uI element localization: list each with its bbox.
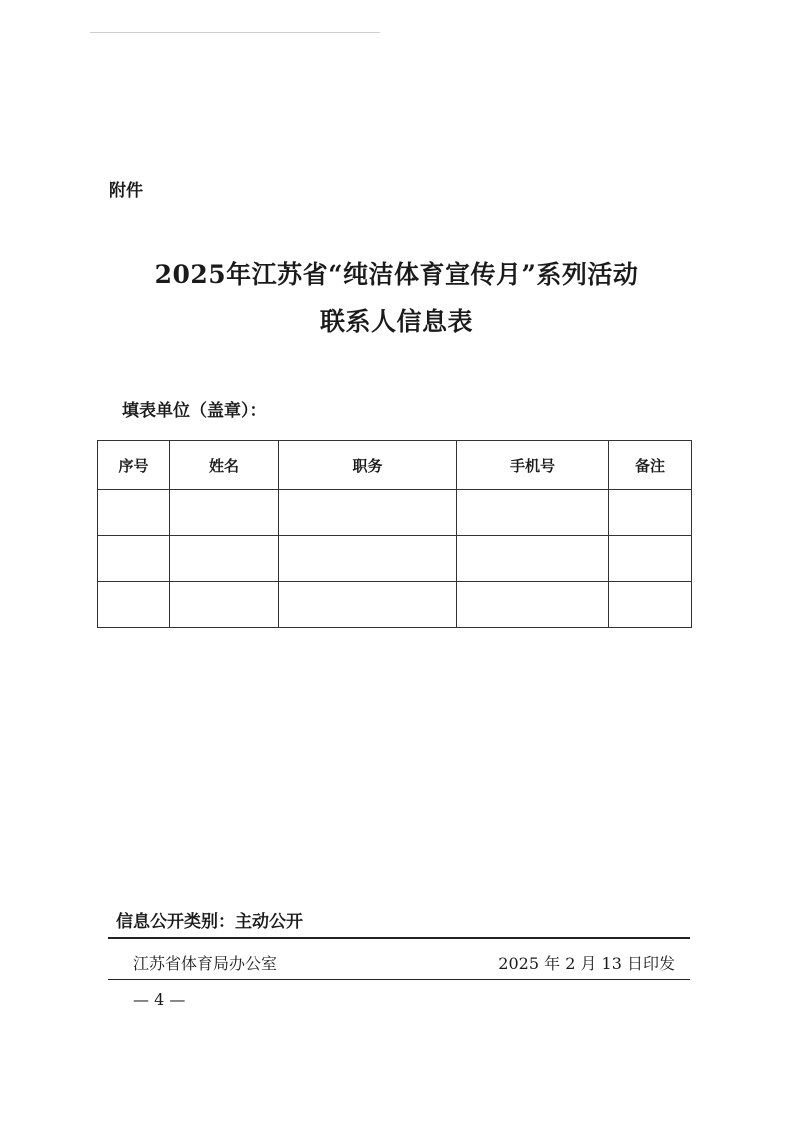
footer-divider-top bbox=[108, 937, 690, 939]
table-cell[interactable] bbox=[170, 490, 279, 536]
header-remarks: 备注 bbox=[609, 441, 692, 490]
disclosure-category: 信息公开类别：主动公开 bbox=[116, 912, 303, 932]
page-number: — 4 — bbox=[133, 990, 186, 1009]
scan-header-line bbox=[90, 32, 380, 33]
footer-divider-bottom bbox=[108, 979, 690, 980]
table-row bbox=[98, 536, 692, 582]
table-cell[interactable] bbox=[279, 582, 457, 628]
table-cell[interactable] bbox=[609, 582, 692, 628]
table-cell[interactable] bbox=[279, 490, 457, 536]
table-row bbox=[98, 490, 692, 536]
fill-unit-label: 填表单位（盖章）： bbox=[122, 401, 267, 421]
table-cell[interactable] bbox=[609, 490, 692, 536]
document-title-line-1: 2025年江苏省“纯洁体育宣传月”系列活动 bbox=[154, 260, 639, 289]
table-cell[interactable] bbox=[98, 582, 170, 628]
table-cell[interactable] bbox=[98, 536, 170, 582]
header-serial-number: 序号 bbox=[98, 441, 170, 490]
table-cell[interactable] bbox=[457, 582, 609, 628]
table-header-row bbox=[98, 441, 692, 490]
issue-date: 2025 年 2 月 13 日印发 bbox=[498, 954, 675, 973]
issuing-office: 江苏省体育局办公室 bbox=[133, 954, 278, 973]
table-cell[interactable] bbox=[170, 536, 279, 582]
document-title-line-2: 联系人信息表 bbox=[319, 307, 473, 336]
table-cell[interactable] bbox=[279, 536, 457, 582]
attachment-label: 附件 bbox=[109, 181, 143, 201]
header-position: 职务 bbox=[279, 441, 457, 490]
table-cell[interactable] bbox=[457, 536, 609, 582]
table-cell[interactable] bbox=[170, 582, 279, 628]
table-cell[interactable] bbox=[98, 490, 170, 536]
header-name: 姓名 bbox=[170, 441, 279, 490]
table-cell[interactable] bbox=[457, 490, 609, 536]
table-cell[interactable] bbox=[609, 536, 692, 582]
table-row bbox=[98, 582, 692, 628]
header-mobile: 手机号 bbox=[457, 441, 609, 490]
contact-info-table bbox=[97, 440, 692, 628]
